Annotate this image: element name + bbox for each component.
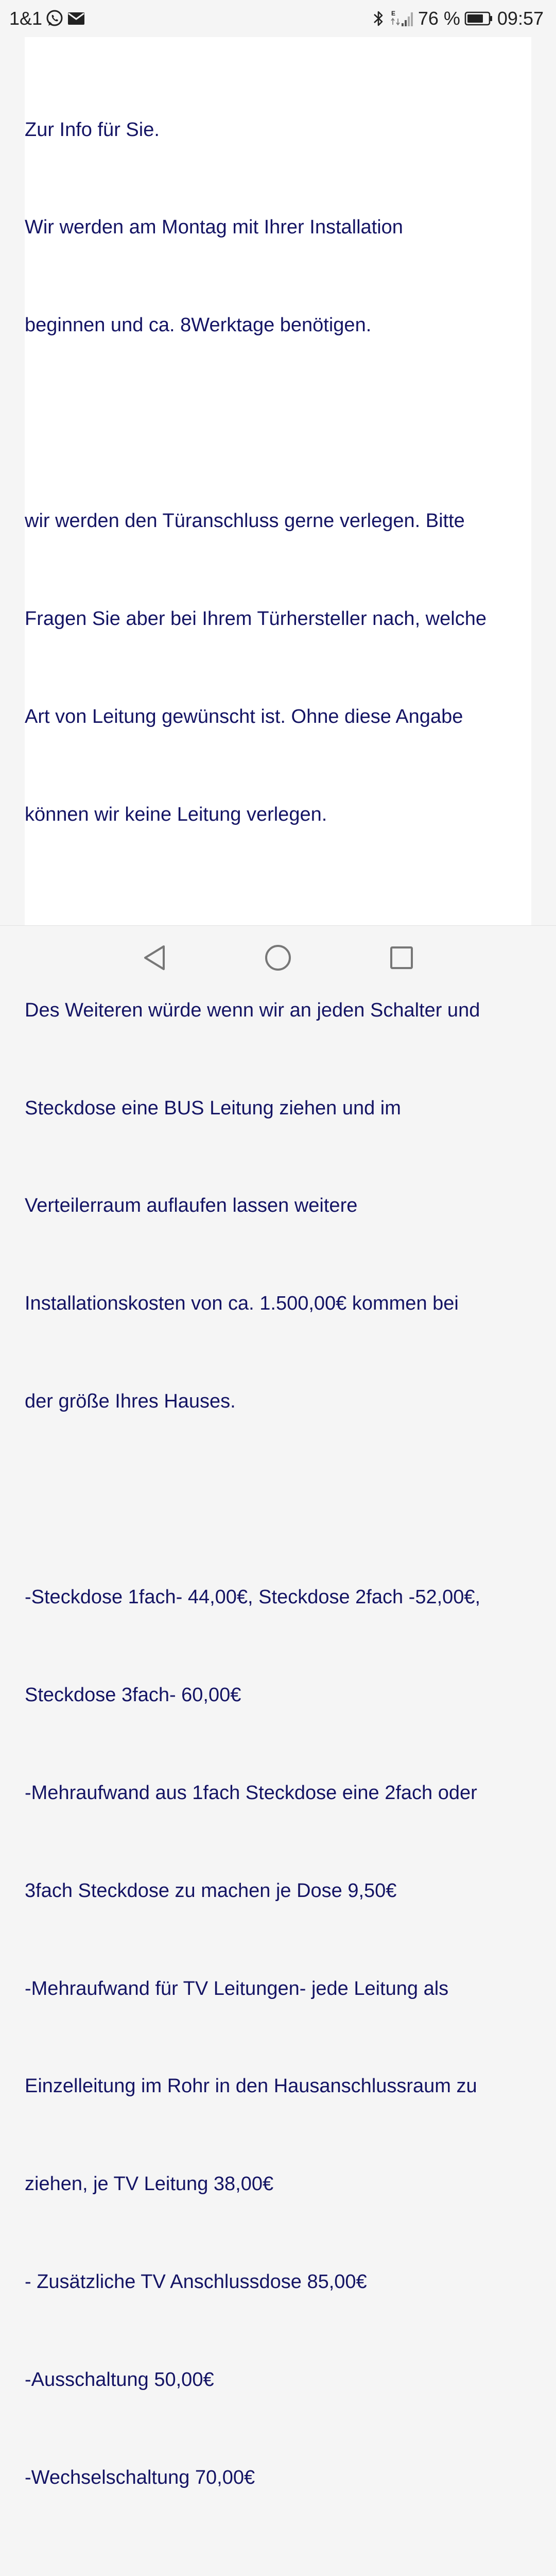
message-line bbox=[25, 407, 531, 439]
carrier-name: 1&1 bbox=[9, 8, 43, 29]
message-line bbox=[25, 1483, 531, 1516]
message-line bbox=[25, 896, 531, 929]
battery-percent: 76 % bbox=[418, 8, 460, 29]
back-button[interactable] bbox=[138, 941, 171, 974]
message-content[interactable] bbox=[25, 37, 531, 2488]
message-line: wir werden den Türanschluss gerne verlegen. Bitte bbox=[25, 510, 465, 532]
message-line: der größe Ihres Hauses. bbox=[25, 1391, 236, 1413]
clock: 09:57 bbox=[497, 8, 544, 29]
message-line: -Wechselschaltung 70,00€ bbox=[25, 2466, 255, 2488]
home-button[interactable] bbox=[262, 941, 294, 974]
message-line: Steckdose 3fach- 60,00€ bbox=[25, 1684, 241, 1706]
recent-apps-icon bbox=[388, 944, 415, 971]
message-line: -Ausschaltung 50,00€ bbox=[25, 2369, 214, 2391]
message-line: Einzelleitung im Rohr in den Hausanschlussraum zu bbox=[25, 2075, 477, 2097]
message-line: Steckdose eine BUS Leitung ziehen und im bbox=[25, 1097, 401, 1119]
message-line: Des Weiteren würde wenn wir an jeden Schalter und bbox=[25, 999, 480, 1021]
message-line: ziehen, je TV Leitung 38,00€ bbox=[25, 2173, 274, 2195]
message-line: Verteilerraum auflaufen lassen weitere bbox=[25, 1195, 358, 1217]
message-line: -Mehraufwand für TV Leitungen- jede Leitung als bbox=[25, 1977, 449, 1999]
bluetooth-icon bbox=[373, 10, 384, 27]
network-type-label: E bbox=[391, 10, 395, 17]
whatsapp-icon bbox=[45, 9, 64, 28]
mail-icon bbox=[67, 11, 85, 26]
message-line: -Mehraufwand aus 1fach Steckdose eine 2fach oder bbox=[25, 1782, 477, 1804]
message-line: -Steckdose 1fach- 44,00€, Steckdose 2fach -52,00€, bbox=[25, 1586, 481, 1608]
status-bar-right bbox=[373, 7, 544, 30]
message-line: Zur Info für Sie. bbox=[25, 118, 160, 141]
message-body bbox=[25, 48, 531, 2576]
message-line: Wir werden am Montag mit Ihrer Installation bbox=[25, 216, 403, 239]
message-line: 3fach Steckdose zu machen je Dose 9,50€ bbox=[25, 1879, 397, 1902]
message-line: - Zusätzliche TV Anschlussdose 85,00€ bbox=[25, 2271, 367, 2293]
navigation-bar bbox=[0, 925, 556, 989]
status-bar-left bbox=[9, 7, 85, 30]
signal-icon bbox=[388, 9, 414, 28]
message-line: Art von Leitung gewünscht ist. Ohne diese Angabe bbox=[25, 705, 463, 727]
battery-icon bbox=[464, 11, 493, 26]
home-icon bbox=[264, 943, 292, 972]
status-bar bbox=[0, 0, 556, 37]
message-line bbox=[25, 2560, 531, 2576]
recent-apps-button[interactable] bbox=[385, 941, 418, 974]
message-line: beginnen und ca. 8Werktage benötigen. bbox=[25, 314, 372, 336]
message-line: Installationskosten von ca. 1.500,00€ kommen bei bbox=[25, 1293, 459, 1315]
back-icon bbox=[141, 943, 168, 972]
message-line: Fragen Sie aber bei Ihrem Türhersteller nach, welche bbox=[25, 608, 486, 630]
message-line: können wir keine Leitung verlegen. bbox=[25, 803, 327, 825]
